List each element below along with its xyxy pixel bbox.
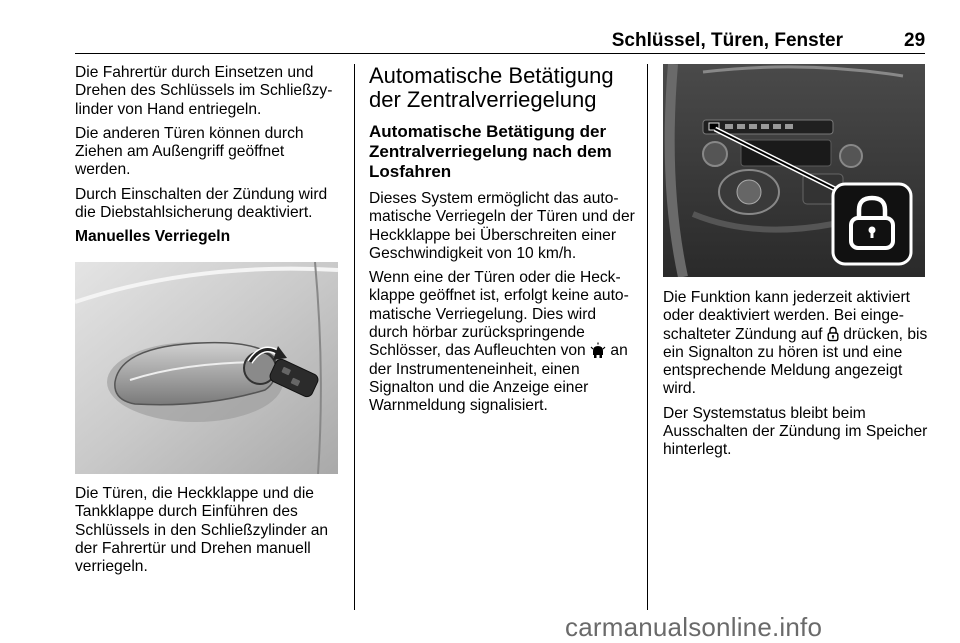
car-door-open-warning-icon [590,342,606,360]
paragraph-system-status-memory: Der Systemstatus bleibt beim Ausschalten der Zündung im Speicher hinterlegt. [663,404,928,459]
subheading-auto-locking-after-driving-off: Automatische Betätigung der Zentralverriegelung nach dem Losfahren [369,122,612,181]
paragraph-activate-deactivate [663,289,931,399]
paragraph-door-open-warning-part2: an der Instrumenteneinheit, einen Signalton und die Anzeige einer Warnmeldung signalisiert. [369,342,628,415]
column-1 [75,64,343,253]
subheading-manual-locking: Manuelles Verriegeln [75,228,231,246]
column-3 [663,289,931,466]
header-rule [75,53,925,54]
paragraph-other-doors: Die anderen Türen können durch Ziehen am Außengriff geöffnet werden. [75,124,304,179]
page-header-title: Schlüssel, Türen, Fenster [611,30,843,51]
paragraph-manual-locking: Die Türen, die Heckklappe und die Tankklappe durch Einführen des Schlüssels in den Schließzylinder an der Fahrertür und Drehen manuell verriegeln. [75,485,329,576]
lock-icon [827,326,839,342]
column-2 [369,64,637,422]
paragraph-system-description: Dieses System ermöglicht das automatische Verriegeln der Türen und der Heckklappe bei Überschreiten einer Geschwindigkeit von 10 km/h. [369,190,635,262]
page-number: 29 [904,30,926,51]
paragraph-activate-deactivate-part2: drücken, bis ein Signalton zu hören ist und eine entsprechende Meldung angezeigt wird. [663,325,928,398]
column-divider-1 [354,64,355,610]
column-1-bottom [75,485,343,582]
column-divider-2 [647,64,648,610]
paragraph-unlock-driver-door: Die Fahrertür durch Einsetzen und Drehen des Schlüssels im Schließzylinder von Hand entriegeln. [75,64,333,118]
paragraph-activate-deactivate-part1: Die Funktion kann jederzeit aktiviert oder deaktiviert werden. Bei eingeschalteter Zündung auf [663,289,911,343]
section-heading-automatic-central-locking: Automatische Betätigung der Zentralverriegelung [369,63,614,112]
door-handle-key-illustration [75,262,338,474]
paragraph-door-open-warning-part1: Wenn eine der Türen oder die Heckklappe geöffnet ist, erfolgt keine automatische Verriegelung. Dies wird durch hörbar zurückspringende Schlösser, das Aufleuchten von [369,269,629,360]
paragraph-door-open-warning [369,269,637,416]
watermark: carmanualsonline.info [565,612,823,642]
center-console-lock-button-illustration [663,64,925,277]
paragraph-ignition-antitheft: Durch Einschalten der Zündung wird die Diebstahlsicherung deaktiviert. [75,185,328,222]
